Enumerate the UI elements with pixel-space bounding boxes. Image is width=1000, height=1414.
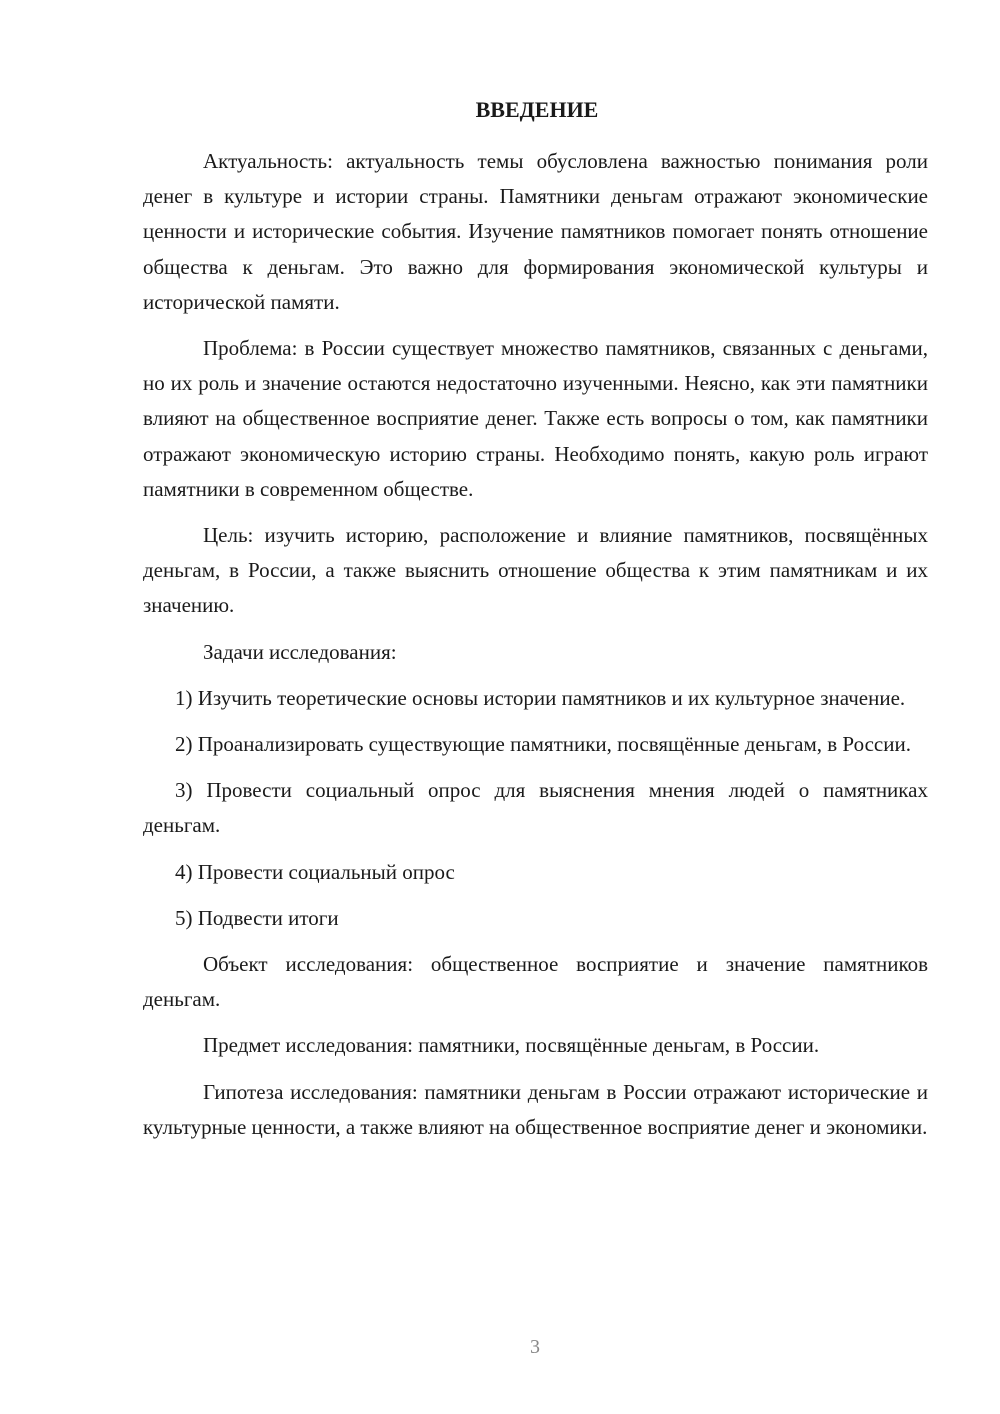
page-number: 3 [530, 1336, 540, 1358]
page-content [143, 96, 928, 1156]
task-item-5: 5) Подвести итоги [175, 905, 339, 930]
problem-paragraph: Проблема: в России существует множество памятников, связанных с деньгами, но их роль и значение остаются недостаточно изученными. Неясно, как эти памятники влияют на общественное восприятие денег. Также есть вопросы о том, как памятники отражают экономическую историю страны. Необходимо понять, какую роль играют памятники в современном обществе. [143, 336, 928, 501]
goal-paragraph: Цель: изучить историю, расположение и влияние памятников, посвящённых деньгам, в России, а также выяснить отношение общества к этим памятникам и их значению. [143, 523, 928, 618]
task-item-1: 1) Изучить теоретические основы истории памятников и их культурное значение. [175, 685, 906, 710]
tasks-intro: Задачи исследования: [203, 639, 397, 664]
subject-paragraph: Предмет исследования: памятники, посвящённые деньгам, в России. [203, 1033, 820, 1058]
section-heading: ВВЕДЕНИЕ [475, 97, 599, 122]
hypothesis-paragraph: Гипотеза исследования: памятники деньгам в России отражают исторические и культурные ценности, а также влияют на общественное восприятие денег и экономики. [143, 1079, 928, 1139]
task-item-3: 3) Провести социальный опрос для выяснения мнения людей о памятниках деньгам. [143, 778, 928, 838]
relevance-paragraph: Актуальность: актуальность темы обусловлена важностью понимания роли денег в культуре и истории страны. Памятники деньгам отражают экономические ценности и исторические события. Изучение памятников помогает понять отношение общества к деньгам. Это важно для формирования экономической культуры и исторической памяти. [143, 149, 928, 314]
object-paragraph: Объект исследования: общественное восприятие и значение памятников деньгам. [143, 952, 928, 1012]
task-item-4: 4) Провести социальный опрос [175, 859, 455, 884]
task-item-2: 2) Проанализировать существующие памятники, посвящённые деньгам, в России. [175, 732, 911, 757]
